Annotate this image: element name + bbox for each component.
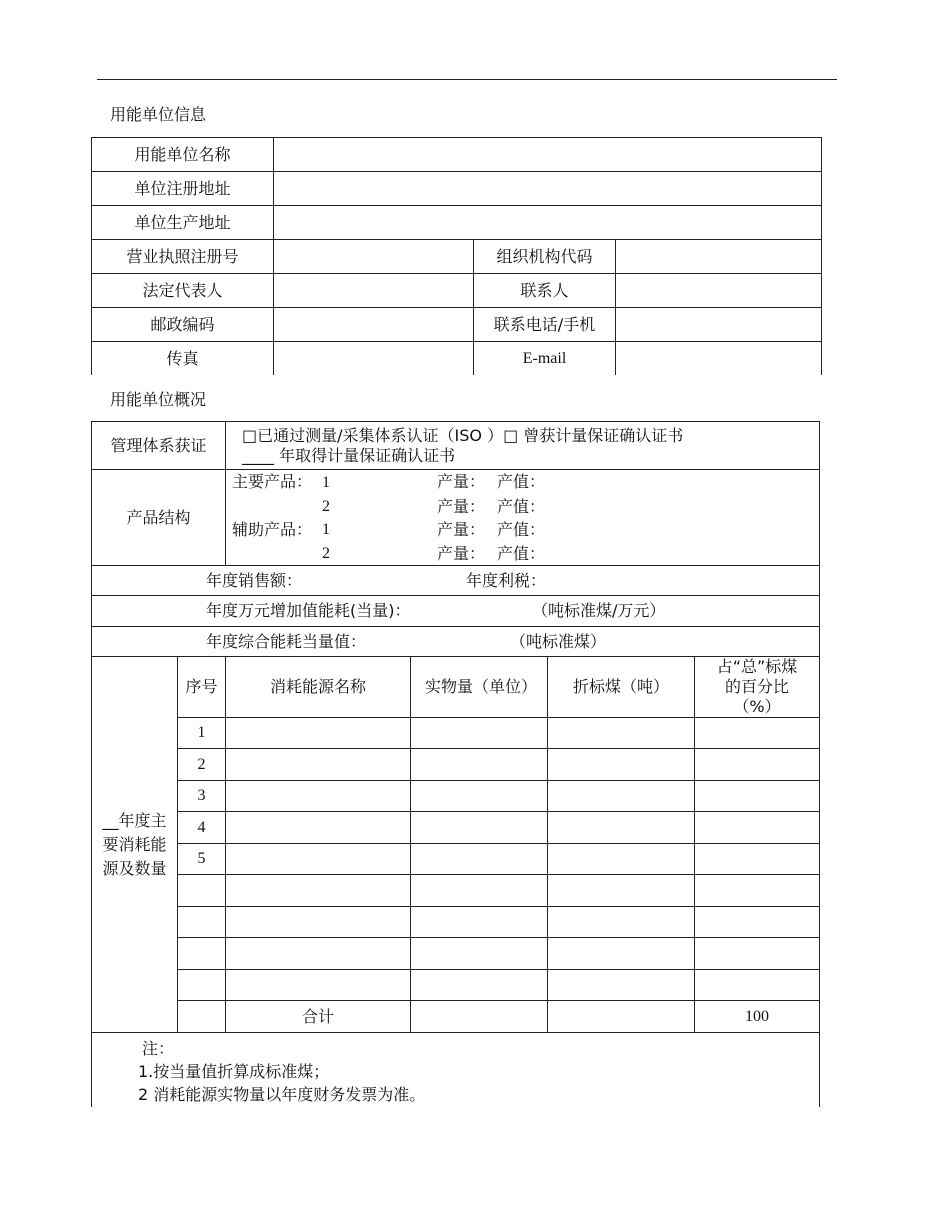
row-seq xyxy=(178,1001,226,1033)
percent-cell[interactable] xyxy=(695,970,820,1001)
top-rule xyxy=(97,79,837,80)
percent-cell[interactable] xyxy=(695,907,820,938)
percent-cell[interactable] xyxy=(695,749,820,781)
fax-field[interactable] xyxy=(274,342,474,376)
value-label: 产值： xyxy=(497,520,546,539)
aux-product-1: 1 xyxy=(322,521,331,538)
reg-address-label: 单位注册地址 xyxy=(92,172,274,206)
row-seq: 5 xyxy=(178,844,226,875)
contact-field[interactable] xyxy=(616,274,822,308)
unit-overview-table xyxy=(91,421,820,1107)
coal-equiv-cell[interactable] xyxy=(548,781,695,812)
physical-qty-cell[interactable] xyxy=(411,812,548,844)
unit-info-table xyxy=(91,137,822,375)
contact-label: 联系人 xyxy=(474,274,616,308)
energy-name-cell[interactable] xyxy=(226,970,411,1001)
consumption-side-label: __年度主要消耗能源及数量 xyxy=(92,657,178,1033)
physical-qty-cell[interactable] xyxy=(411,938,548,970)
email-field[interactable] xyxy=(616,342,822,376)
physical-qty-cell[interactable] xyxy=(411,749,548,781)
row-seq xyxy=(178,970,226,1001)
energy-name-cell[interactable] xyxy=(226,938,411,970)
aux-product-2: 2 xyxy=(322,544,331,562)
header-percent: 占“总”标煤的百分比（%） xyxy=(695,657,820,718)
notes-line-2: 2 消耗能源实物量以年度财务发票为准。 xyxy=(138,1085,426,1104)
energy-per-value-unit: （吨标准煤/万元） xyxy=(532,601,666,620)
mgmt-line-2[interactable]: ____ 年取得计量保证确认证书 xyxy=(242,445,456,465)
value-label: 产值： xyxy=(497,496,546,516)
org-code-label: 组织机构代码 xyxy=(474,240,616,274)
notes-title: 注： xyxy=(142,1039,175,1058)
value-label: 产值： xyxy=(497,472,546,491)
main-product-1: 1 xyxy=(322,474,331,491)
physical-qty-cell[interactable] xyxy=(411,907,548,938)
physical-qty-cell[interactable] xyxy=(411,718,548,749)
coal-equiv-cell[interactable] xyxy=(548,875,695,907)
header-coal-equiv: 折标煤（吨） xyxy=(548,657,695,718)
total-energy-label: 年度综合能耗当量值： xyxy=(206,631,367,651)
org-code-field[interactable] xyxy=(616,240,822,274)
sales-label: 年度销售额： xyxy=(206,570,303,590)
output-label: 产量： xyxy=(437,496,486,516)
phone-field[interactable] xyxy=(616,308,822,342)
license-no-field[interactable] xyxy=(274,240,474,274)
coal-equiv-cell[interactable] xyxy=(548,938,695,970)
physical-qty-cell[interactable] xyxy=(411,781,548,812)
output-label: 产量： xyxy=(437,543,486,563)
physical-qty-cell[interactable] xyxy=(411,875,548,907)
unit-name-label: 用能单位名称 xyxy=(92,138,274,172)
energy-name-cell[interactable] xyxy=(226,844,411,875)
energy-per-value-row xyxy=(92,596,820,627)
aux-product-label: 辅助产品： xyxy=(232,520,313,539)
mgmt-label: 管理体系获证 xyxy=(92,422,226,470)
total-percent: 100 xyxy=(695,1001,820,1033)
coal-equiv-cell[interactable] xyxy=(548,718,695,749)
energy-name-cell[interactable] xyxy=(226,812,411,844)
info-section-title: 用能单位信息 xyxy=(110,105,207,124)
license-no-label: 营业执照注册号 xyxy=(92,240,274,274)
row-seq: 3 xyxy=(178,781,226,812)
value-label: 产值： xyxy=(497,543,546,563)
energy-per-value-label: 年度万元增加值能耗(当量)： xyxy=(206,601,411,620)
legal-rep-label: 法定代表人 xyxy=(92,274,274,308)
coal-equiv-cell[interactable] xyxy=(548,749,695,781)
row-seq xyxy=(178,938,226,970)
coal-equiv-cell[interactable] xyxy=(548,907,695,938)
coal-equiv-cell[interactable] xyxy=(548,812,695,844)
percent-cell[interactable] xyxy=(695,875,820,907)
total-coal-equiv[interactable] xyxy=(548,1001,695,1033)
notes-line-1: 1.按当量值折算成标准煤； xyxy=(138,1062,330,1081)
total-label: 合计 xyxy=(226,1001,411,1033)
product-structure-grid xyxy=(226,470,819,565)
main-product-label: 主要产品： xyxy=(232,472,313,491)
energy-name-cell[interactable] xyxy=(226,875,411,907)
postcode-label: 邮政编码 xyxy=(92,308,274,342)
percent-cell[interactable] xyxy=(695,781,820,812)
percent-cell[interactable] xyxy=(695,718,820,749)
row-seq: 4 xyxy=(178,812,226,844)
energy-name-cell[interactable] xyxy=(226,907,411,938)
main-product-2: 2 xyxy=(322,497,331,515)
header-energy-name: 消耗能源名称 xyxy=(226,657,411,718)
header-physical-qty: 实物量（单位） xyxy=(411,657,548,718)
physical-qty-cell[interactable] xyxy=(411,844,548,875)
phone-label: 联系电话/手机 xyxy=(474,308,616,342)
row-seq xyxy=(178,875,226,907)
percent-cell[interactable] xyxy=(695,938,820,970)
percent-cell[interactable] xyxy=(695,812,820,844)
postcode-field[interactable] xyxy=(274,308,474,342)
output-label: 产量： xyxy=(437,520,486,539)
row-seq xyxy=(178,907,226,938)
percent-cell[interactable] xyxy=(695,844,820,875)
prod-address-label: 单位生产地址 xyxy=(92,206,274,240)
email-label: E-mail xyxy=(474,342,616,376)
row-seq: 2 xyxy=(178,749,226,781)
physical-qty-cell[interactable] xyxy=(411,970,548,1001)
mgmt-line-1[interactable]: □已通过测量/采集体系认证（ISO ）□ 曾获计量保证确认证书 xyxy=(242,425,684,445)
reg-address-field[interactable] xyxy=(274,172,822,206)
total-energy-unit: （吨标准煤） xyxy=(510,631,607,651)
energy-name-cell[interactable] xyxy=(226,718,411,749)
coal-equiv-cell[interactable] xyxy=(548,970,695,1001)
total-physical-qty[interactable] xyxy=(411,1001,548,1033)
product-structure-label: 产品结构 xyxy=(92,470,226,566)
overview-section-title: 用能单位概况 xyxy=(110,390,207,409)
total-energy-row xyxy=(92,627,820,657)
output-label: 产量： xyxy=(437,472,486,491)
energy-name-cell[interactable] xyxy=(226,781,411,812)
energy-name-cell[interactable] xyxy=(226,749,411,781)
row-seq: 1 xyxy=(178,718,226,749)
sales-row xyxy=(92,566,820,596)
unit-name-field[interactable] xyxy=(274,138,822,172)
coal-equiv-cell[interactable] xyxy=(548,844,695,875)
notes-block xyxy=(92,1033,820,1107)
fax-label: 传真 xyxy=(92,342,274,376)
header-seq: 序号 xyxy=(178,657,226,718)
prod-address-field[interactable] xyxy=(274,206,822,240)
legal-rep-field[interactable] xyxy=(274,274,474,308)
profit-tax-label: 年度利税： xyxy=(466,570,547,590)
